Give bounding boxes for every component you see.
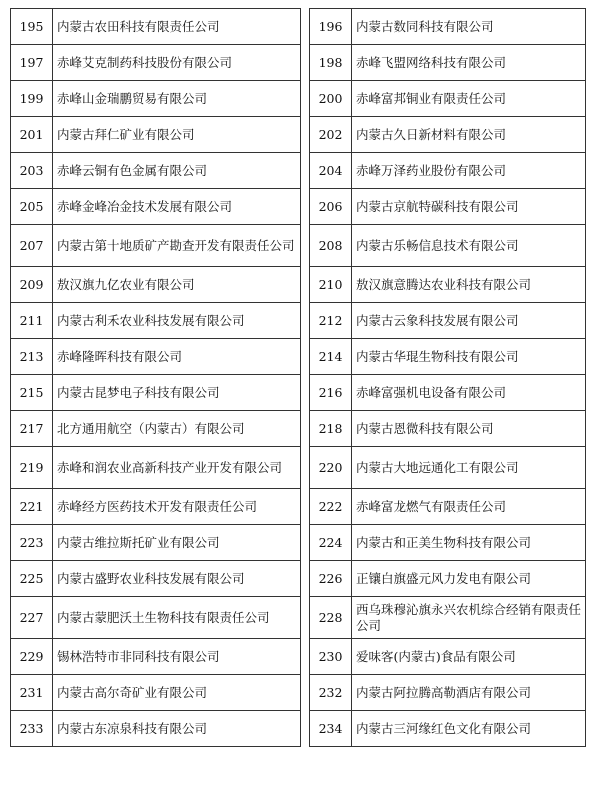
column-separator	[301, 45, 310, 81]
row-number-left: 231	[11, 675, 53, 711]
company-name-left: 赤峰云铜有色金属有限公司	[53, 153, 301, 189]
table-row	[11, 675, 586, 711]
company-name-right: 内蒙古华琨生物科技有限公司	[352, 339, 586, 375]
table-row	[11, 9, 586, 45]
company-name-right: 内蒙古久日新材料有限公司	[352, 117, 586, 153]
column-separator	[301, 711, 310, 747]
company-name-right: 赤峰富强机电设备有限公司	[352, 375, 586, 411]
row-number-right: 234	[310, 711, 352, 747]
row-number-left: 205	[11, 189, 53, 225]
company-name-right: 正镶白旗盛元风力发电有限公司	[352, 561, 586, 597]
table-row	[11, 639, 586, 675]
row-number-left: 215	[11, 375, 53, 411]
row-number-right: 232	[310, 675, 352, 711]
company-name-right: 内蒙古京航特碳科技有限公司	[352, 189, 586, 225]
row-number-right: 212	[310, 303, 352, 339]
table-row	[11, 339, 586, 375]
row-number-right: 228	[310, 597, 352, 639]
company-name-left: 敖汉旗九亿农业有限公司	[53, 267, 301, 303]
company-name-left: 赤峰经方医药技术开发有限责任公司	[53, 489, 301, 525]
table-row	[11, 525, 586, 561]
column-separator	[301, 225, 310, 267]
column-separator	[301, 639, 310, 675]
company-name-left: 内蒙古利禾农业科技发展有限公司	[53, 303, 301, 339]
table-row	[11, 225, 586, 267]
company-name-left: 内蒙古蒙肥沃土生物科技有限责任公司	[53, 597, 301, 639]
company-list-body	[11, 9, 586, 747]
row-number-left: 209	[11, 267, 53, 303]
row-number-left: 211	[11, 303, 53, 339]
table-row	[11, 267, 586, 303]
company-name-right: 西乌珠穆沁旗永兴农机综合经销有限责任公司	[352, 597, 586, 639]
company-name-right: 内蒙古阿拉腾高勒酒店有限公司	[352, 675, 586, 711]
company-list-table	[10, 8, 586, 747]
column-separator	[301, 447, 310, 489]
row-number-right: 230	[310, 639, 352, 675]
table-row	[11, 153, 586, 189]
company-name-right: 内蒙古大地远通化工有限公司	[352, 447, 586, 489]
row-number-left: 227	[11, 597, 53, 639]
company-name-right: 内蒙古数同科技有限公司	[352, 9, 586, 45]
table-row	[11, 303, 586, 339]
table-row	[11, 561, 586, 597]
company-name-left: 赤峰山金瑞鹏贸易有限公司	[53, 81, 301, 117]
table-row	[11, 489, 586, 525]
column-separator	[301, 561, 310, 597]
row-number-left: 197	[11, 45, 53, 81]
table-row	[11, 597, 586, 639]
column-separator	[301, 411, 310, 447]
company-name-right: 内蒙古乐畅信息技术有限公司	[352, 225, 586, 267]
row-number-right: 196	[310, 9, 352, 45]
table-row	[11, 711, 586, 747]
row-number-left: 225	[11, 561, 53, 597]
table-row	[11, 411, 586, 447]
row-number-right: 218	[310, 411, 352, 447]
table-row	[11, 189, 586, 225]
company-name-right: 内蒙古和正美生物科技有限公司	[352, 525, 586, 561]
row-number-right: 204	[310, 153, 352, 189]
company-name-right: 内蒙古恩微科技有限公司	[352, 411, 586, 447]
company-name-left: 赤峰隆晖科技有限公司	[53, 339, 301, 375]
company-name-left: 内蒙古东凉泉科技有限公司	[53, 711, 301, 747]
row-number-left: 195	[11, 9, 53, 45]
column-separator	[301, 525, 310, 561]
row-number-right: 202	[310, 117, 352, 153]
row-number-right: 216	[310, 375, 352, 411]
row-number-right: 210	[310, 267, 352, 303]
row-number-right: 226	[310, 561, 352, 597]
column-separator	[301, 81, 310, 117]
row-number-right: 220	[310, 447, 352, 489]
row-number-left: 207	[11, 225, 53, 267]
table-row	[11, 45, 586, 81]
company-name-right: 赤峰飞盟网络科技有限公司	[352, 45, 586, 81]
company-name-left: 北方通用航空（内蒙古）有限公司	[53, 411, 301, 447]
row-number-right: 198	[310, 45, 352, 81]
row-number-left: 229	[11, 639, 53, 675]
column-separator	[301, 117, 310, 153]
row-number-left: 223	[11, 525, 53, 561]
company-name-left: 内蒙古第十地质矿产勘查开发有限责任公司	[53, 225, 301, 267]
column-separator	[301, 267, 310, 303]
company-name-left: 赤峰金峰冶金技术发展有限公司	[53, 189, 301, 225]
row-number-left: 201	[11, 117, 53, 153]
company-name-left: 赤峰艾克制药科技股份有限公司	[53, 45, 301, 81]
table-row	[11, 447, 586, 489]
row-number-right: 222	[310, 489, 352, 525]
company-name-right: 内蒙古云象科技发展有限公司	[352, 303, 586, 339]
company-name-left: 内蒙古昆梦电子科技有限公司	[53, 375, 301, 411]
company-name-right: 赤峰富龙燃气有限责任公司	[352, 489, 586, 525]
company-name-right: 赤峰富邦铜业有限责任公司	[352, 81, 586, 117]
company-name-left: 内蒙古维拉斯托矿业有限公司	[53, 525, 301, 561]
company-name-left: 内蒙古农田科技有限责任公司	[53, 9, 301, 45]
company-name-right: 敖汉旗意腾达农业科技有限公司	[352, 267, 586, 303]
column-separator	[301, 303, 310, 339]
company-name-left: 内蒙古拜仁矿业有限公司	[53, 117, 301, 153]
row-number-left: 233	[11, 711, 53, 747]
company-name-left: 内蒙古盛野农业科技发展有限公司	[53, 561, 301, 597]
row-number-right: 206	[310, 189, 352, 225]
row-number-left: 219	[11, 447, 53, 489]
row-number-left: 213	[11, 339, 53, 375]
row-number-left: 199	[11, 81, 53, 117]
company-name-right: 内蒙古三河缘红色文化有限公司	[352, 711, 586, 747]
column-separator	[301, 375, 310, 411]
row-number-right: 208	[310, 225, 352, 267]
column-separator	[301, 489, 310, 525]
company-name-left: 赤峰和润农业高新科技产业开发有限公司	[53, 447, 301, 489]
row-number-left: 217	[11, 411, 53, 447]
row-number-right: 214	[310, 339, 352, 375]
column-separator	[301, 189, 310, 225]
table-row	[11, 117, 586, 153]
company-name-right: 爱味客(内蒙古)食品有限公司	[352, 639, 586, 675]
column-separator	[301, 675, 310, 711]
row-number-right: 224	[310, 525, 352, 561]
table-row	[11, 375, 586, 411]
column-separator	[301, 9, 310, 45]
company-name-left: 锡林浩特市非同科技有限公司	[53, 639, 301, 675]
row-number-left: 203	[11, 153, 53, 189]
company-name-left: 内蒙古高尔奇矿业有限公司	[53, 675, 301, 711]
column-separator	[301, 339, 310, 375]
column-separator	[301, 597, 310, 639]
table-row	[11, 81, 586, 117]
row-number-left: 221	[11, 489, 53, 525]
column-separator	[301, 153, 310, 189]
company-name-right: 赤峰万泽药业股份有限公司	[352, 153, 586, 189]
row-number-right: 200	[310, 81, 352, 117]
